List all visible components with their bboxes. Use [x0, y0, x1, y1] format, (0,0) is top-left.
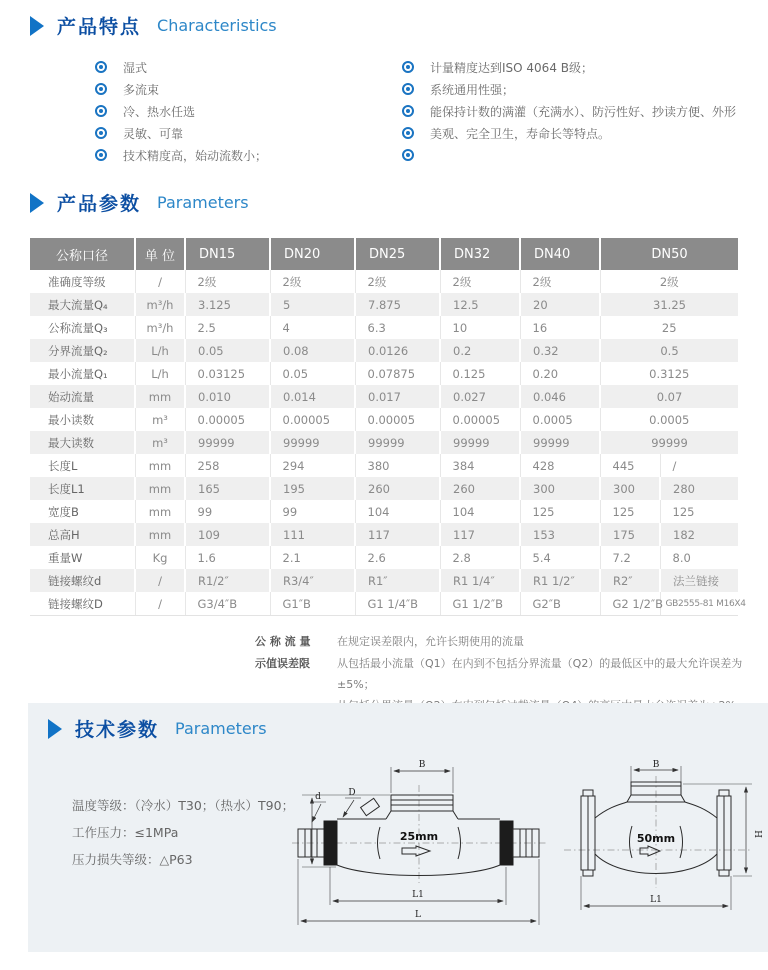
- value-cell: R1 1/2″: [520, 569, 600, 592]
- feature-item: [95, 78, 267, 100]
- value-cell: 2.5: [185, 316, 270, 339]
- value-cell: 0.3125: [600, 362, 738, 385]
- value-cell: 0.00005: [270, 408, 355, 431]
- value-cell: R1 1/4″: [440, 569, 520, 592]
- unit-cell: mm: [135, 454, 185, 477]
- spec-line: 工作压力：≤1MPa: [72, 825, 179, 840]
- feature-text: 美观、完全卫生，寿命长等特点。: [430, 126, 611, 141]
- value-cell: 109: [185, 523, 270, 546]
- section-arrow-icon: [48, 719, 62, 739]
- value-cell: 0.046: [520, 385, 600, 408]
- row-label: 宽度B: [30, 500, 135, 523]
- feature-text: 系统通用性强；: [430, 82, 515, 97]
- value-cell: 300: [600, 477, 660, 500]
- table-row: [30, 339, 738, 362]
- bullet-icon: [402, 105, 414, 117]
- value-cell: 31.25: [600, 293, 738, 316]
- value-cell: 5: [270, 293, 355, 316]
- value-cell: R2″: [600, 569, 660, 592]
- section-title-en: Characteristics: [157, 16, 277, 35]
- dim-label-size: 25mm: [399, 830, 439, 843]
- feature-text: 技术精度高，始动流数小；: [123, 148, 268, 163]
- value-cell: 165: [185, 477, 270, 500]
- value-cell: 260: [355, 477, 440, 500]
- table-row: [30, 316, 738, 339]
- section-arrow-icon: [30, 16, 44, 36]
- row-label: 长度L: [30, 454, 135, 477]
- row-label: 最小流量Q₁: [30, 362, 135, 385]
- value-cell: G1 1/2″B: [440, 592, 520, 616]
- value-cell: 2级: [600, 270, 738, 293]
- value-cell: 25: [600, 316, 738, 339]
- row-label: 最大流量Q₄: [30, 293, 135, 316]
- feature-text: 多流束: [123, 82, 160, 97]
- table-row: [30, 592, 738, 616]
- feature-text: 能保持计数的满灌（充满水）、防污性好、抄读方便、外形: [430, 104, 737, 119]
- value-cell: 99999: [355, 431, 440, 454]
- value-cell: 99999: [270, 431, 355, 454]
- table-row: [30, 293, 738, 316]
- value-cell: 0.010: [185, 385, 270, 408]
- value-cell: 0.00005: [355, 408, 440, 431]
- unit-cell: L/h: [135, 362, 185, 385]
- value-cell: G1 1/4″B: [355, 592, 440, 616]
- feature-item: [402, 144, 736, 166]
- value-cell: 99999: [520, 431, 600, 454]
- value-cell: 0.2: [440, 339, 520, 362]
- value-cell: 法兰链接: [660, 569, 738, 592]
- value-cell: 4: [270, 316, 355, 339]
- unit-cell: m³: [135, 431, 185, 454]
- value-cell: 6.3: [355, 316, 440, 339]
- bullet-icon: [95, 149, 107, 161]
- dim-label-l1: L1: [650, 895, 662, 905]
- unit-cell: mm: [135, 477, 185, 500]
- value-cell: 5.4: [520, 546, 600, 569]
- feature-text: 灵敏、可靠: [123, 126, 184, 141]
- row-label: 总高H: [30, 523, 135, 546]
- value-cell: 182: [660, 523, 738, 546]
- value-cell: 380: [355, 454, 440, 477]
- feature-text: 冷、热水任选: [123, 104, 196, 119]
- characteristics-header: [30, 12, 277, 39]
- value-cell: 20: [520, 293, 600, 316]
- value-cell: 99: [270, 500, 355, 523]
- bullet-icon: [402, 83, 414, 95]
- row-label: 重量W: [30, 546, 135, 569]
- value-cell: 0.07875: [355, 362, 440, 385]
- dim-label-D: D: [348, 788, 356, 798]
- value-cell: 99999: [185, 431, 270, 454]
- bullet-icon: [402, 149, 414, 161]
- value-cell: 0.027: [440, 385, 520, 408]
- bullet-icon: [402, 127, 414, 139]
- unit-cell: m³: [135, 408, 185, 431]
- note-text: [337, 631, 524, 652]
- section-title-en: Parameters: [157, 193, 249, 212]
- table-row: [30, 408, 738, 431]
- value-cell: 2.1: [270, 546, 355, 569]
- value-cell: 2级: [270, 270, 355, 293]
- row-label: 最小读数: [30, 408, 135, 431]
- value-cell: 125: [660, 500, 738, 523]
- column-header: DN20: [270, 238, 355, 270]
- feature-item: [95, 56, 267, 78]
- features-right-list: [402, 56, 736, 166]
- value-cell: 384: [440, 454, 520, 477]
- bullet-icon: [95, 127, 107, 139]
- value-cell: R3/4″: [270, 569, 355, 592]
- table-row: [30, 431, 738, 454]
- unit-cell: m³/h: [135, 316, 185, 339]
- row-label: 公称流量Q₃: [30, 316, 135, 339]
- bullet-icon: [402, 61, 414, 73]
- value-cell: 117: [355, 523, 440, 546]
- value-cell: 8.0: [660, 546, 738, 569]
- table-row: [30, 569, 738, 592]
- parameters-header: [30, 189, 249, 216]
- value-cell: G2″B: [520, 592, 600, 616]
- value-cell: 0.5: [600, 339, 738, 362]
- value-cell: 445: [600, 454, 660, 477]
- value-cell: 0.20: [520, 362, 600, 385]
- bullet-icon: [95, 61, 107, 73]
- column-header: DN15: [185, 238, 270, 270]
- table-row: [30, 500, 738, 523]
- feature-item: [402, 100, 736, 122]
- value-cell: 1.6: [185, 546, 270, 569]
- value-cell: 99: [185, 500, 270, 523]
- value-cell: R1/2″: [185, 569, 270, 592]
- value-cell: 2.8: [440, 546, 520, 569]
- unit-cell: /: [135, 592, 185, 616]
- column-header: DN25: [355, 238, 440, 270]
- value-cell: 7.2: [600, 546, 660, 569]
- technical-header: [48, 715, 267, 742]
- section-title-zh: 产品特点: [57, 16, 142, 38]
- value-cell: 2.6: [355, 546, 440, 569]
- value-cell: 0.00005: [185, 408, 270, 431]
- value-cell: 0.014: [270, 385, 355, 408]
- value-cell: 0.32: [520, 339, 600, 362]
- value-cell: 7.875: [355, 293, 440, 316]
- value-cell: 0.05: [185, 339, 270, 362]
- value-cell: 2级: [355, 270, 440, 293]
- row-label: 准确度等级: [30, 270, 135, 293]
- section-title-en: Parameters: [175, 719, 267, 738]
- value-cell: 258: [185, 454, 270, 477]
- bullet-icon: [95, 105, 107, 117]
- feature-text: 计量精度达到ISO 4064 B级；: [430, 60, 594, 75]
- table-row: [30, 454, 738, 477]
- unit-cell: mm: [135, 385, 185, 408]
- row-label: 链接螺纹D: [30, 592, 135, 616]
- value-cell: 294: [270, 454, 355, 477]
- dim-label-h: H: [752, 830, 762, 838]
- value-cell: 125: [600, 500, 660, 523]
- column-header: DN32: [440, 238, 520, 270]
- value-cell: 195: [270, 477, 355, 500]
- value-cell: GB2555-81 M16X4: [660, 592, 738, 616]
- value-cell: 428: [520, 454, 600, 477]
- value-cell: G1″B: [270, 592, 355, 616]
- value-cell: 260: [440, 477, 520, 500]
- value-cell: 0.017: [355, 385, 440, 408]
- value-cell: 0.00005: [440, 408, 520, 431]
- value-cell: /: [660, 454, 738, 477]
- value-cell: 175: [600, 523, 660, 546]
- value-cell: 12.5: [440, 293, 520, 316]
- value-cell: 16: [520, 316, 600, 339]
- value-cell: 300: [520, 477, 600, 500]
- section-title-zh: 产品参数: [57, 193, 142, 215]
- dim-label-l: L: [415, 910, 421, 920]
- unit-cell: m³/h: [135, 293, 185, 316]
- value-cell: 0.05: [270, 362, 355, 385]
- value-cell: 153: [520, 523, 600, 546]
- bullet-icon: [95, 83, 107, 95]
- column-header: DN50: [600, 238, 738, 270]
- value-cell: 0.0126: [355, 339, 440, 362]
- note-label: 示值误差限: [255, 657, 310, 670]
- table-row: [30, 362, 738, 385]
- unit-cell: mm: [135, 523, 185, 546]
- value-cell: 111: [270, 523, 355, 546]
- table-row: [30, 523, 738, 546]
- table-row: [30, 270, 738, 293]
- dim-label-size: 50mm: [636, 832, 676, 845]
- row-label: 链接螺纹d: [30, 569, 135, 592]
- row-label: 长度L1: [30, 477, 135, 500]
- row-label: 最大读数: [30, 431, 135, 454]
- dim-label-b: B: [652, 760, 660, 770]
- feature-item: [402, 78, 736, 100]
- spec-line: 温度等级：（冷水）T30；（热水）T90；: [72, 798, 295, 813]
- feature-item: [402, 56, 736, 78]
- value-cell: 117: [440, 523, 520, 546]
- section-arrow-icon: [30, 193, 44, 213]
- value-cell: R1″: [355, 569, 440, 592]
- value-cell: 2级: [185, 270, 270, 293]
- value-cell: 2级: [440, 270, 520, 293]
- feature-item: [402, 122, 736, 144]
- column-header: DN40: [520, 238, 600, 270]
- value-cell: 0.03125: [185, 362, 270, 385]
- value-cell: 104: [355, 500, 440, 523]
- feature-text: 湿式: [123, 60, 148, 75]
- value-cell: G2 1/2″B: [600, 592, 660, 616]
- parameters-table: [30, 238, 746, 616]
- value-cell: 99999: [600, 431, 738, 454]
- feature-item: [95, 122, 267, 144]
- value-cell: 0.125: [440, 362, 520, 385]
- table-row: [30, 546, 738, 569]
- row-label: 始动流量: [30, 385, 135, 408]
- technical-specs: [72, 792, 294, 873]
- value-cell: 0.07: [600, 385, 738, 408]
- section-title-zh: 技术参数: [75, 719, 160, 741]
- column-header: 公称口径: [30, 238, 135, 270]
- value-cell: 10: [440, 316, 520, 339]
- spec-line: 压力损失等级：△P63: [72, 852, 193, 867]
- dim-label-l1: L1: [412, 890, 424, 900]
- value-cell: 0.08: [270, 339, 355, 362]
- column-header: 单 位: [135, 238, 185, 270]
- features-left-list: [95, 56, 267, 166]
- table-header-row: [30, 238, 738, 270]
- feature-item: [95, 100, 267, 122]
- unit-cell: Kg: [135, 546, 185, 569]
- value-cell: 99999: [440, 431, 520, 454]
- unit-cell: /: [135, 270, 185, 293]
- table-row: [30, 385, 738, 408]
- table-row: [30, 477, 738, 500]
- value-cell: 2级: [520, 270, 600, 293]
- value-cell: 125: [520, 500, 600, 523]
- note-label: 公 称 流 量: [255, 635, 311, 648]
- value-cell: 0.0005: [520, 408, 600, 431]
- unit-cell: /: [135, 569, 185, 592]
- value-cell: G3/4″B: [185, 592, 270, 616]
- meter-diagram-threaded: [290, 755, 548, 937]
- dim-label-d: d: [315, 792, 321, 802]
- note: [255, 631, 768, 652]
- value-cell: 280: [660, 477, 738, 500]
- meter-diagram-flanged: [550, 758, 762, 930]
- note-line: 从包括最小流量（Q1）在内到不包括分界流量（Q2）的最低区中的最大允许误差为±5%；: [337, 657, 743, 691]
- value-cell: 104: [440, 500, 520, 523]
- unit-cell: mm: [135, 500, 185, 523]
- dim-label-b: B: [418, 760, 426, 770]
- row-label: 分界流量Q₂: [30, 339, 135, 362]
- feature-item: [95, 144, 267, 166]
- note-line: 在规定误差限内，允许长期使用的流量: [337, 635, 524, 648]
- value-cell: 0.0005: [600, 408, 738, 431]
- unit-cell: L/h: [135, 339, 185, 362]
- value-cell: 3.125: [185, 293, 270, 316]
